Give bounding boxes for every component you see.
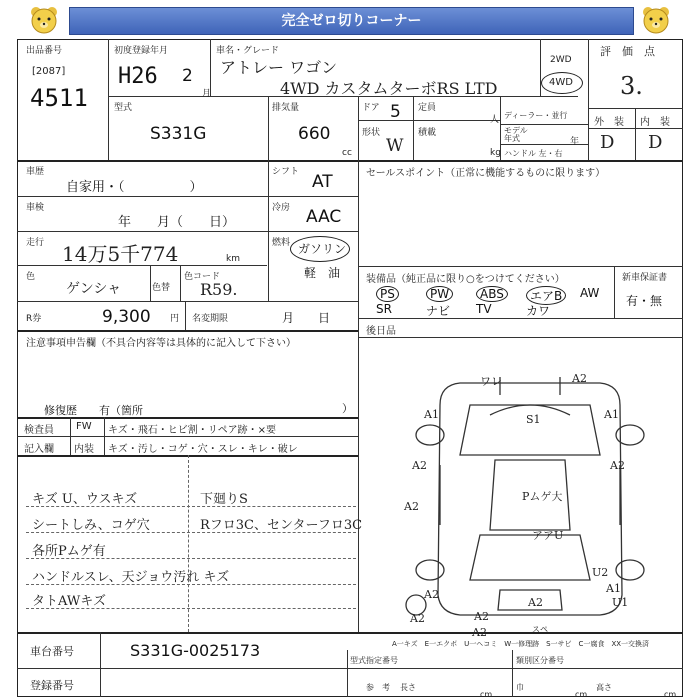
mileage-value: 14万5千774: [62, 242, 179, 266]
reg-month: 2: [182, 66, 193, 86]
damage-mark-7: Pムゲ大: [522, 490, 563, 503]
damage-mark-2: A1: [424, 408, 439, 421]
height-label: 高さ: [596, 683, 612, 692]
equip-item-5: SR: [376, 302, 392, 316]
ac-label: 冷房: [272, 203, 291, 213]
damage-mark-15: A2: [528, 596, 543, 609]
warranty-value: 有・無: [626, 294, 663, 308]
damage-mark-0: ワレ: [480, 375, 502, 388]
history-label: 車歴: [26, 167, 45, 177]
comment-line-3: 各所Pムゲ有: [32, 544, 106, 559]
entry-label: 記入欄: [24, 444, 54, 455]
bear-mascot-left-icon: [28, 4, 60, 36]
ext-label: 外 装: [594, 117, 624, 128]
door-value: 5: [390, 102, 401, 122]
notes-label: 注意事項申告欄（不具合内容等は具体的に記入して下さい）: [26, 338, 296, 349]
selling-label: セールスポイント（正常に機能するものに限ります）: [366, 168, 606, 179]
comment-line-5: タトAWキズ: [32, 594, 106, 609]
equip-item-1: PW: [426, 286, 453, 302]
recycle-value: 9,300: [102, 307, 151, 327]
comment-line-1: キズ U、ウスキズ: [32, 492, 138, 507]
damage-mark-13: U1: [612, 596, 629, 609]
mileage-label: 走行: [26, 238, 45, 248]
mileage-unit: km: [226, 254, 240, 264]
shape-label: 形状: [362, 128, 381, 138]
equip-item-4: AW: [580, 286, 600, 300]
comment-line-2b: Rフロ3C、センターフロ3C: [200, 518, 363, 533]
recycle-label: R券: [26, 314, 42, 324]
inspect-label: 車検: [26, 203, 45, 213]
score-value: 3.: [620, 72, 643, 100]
fuel-value-gasoline: ガソリン: [298, 242, 347, 256]
dealer-label: ディーラー・並行: [504, 111, 568, 120]
score-label: 評 価 点: [600, 45, 655, 58]
name-change-value: 月 日: [282, 311, 331, 325]
comment-line-4: ハンドルスレ、天ジョウ汚れ キズ: [32, 570, 230, 585]
door-label: ドア: [362, 103, 380, 113]
reg-label: 初度登録年月: [114, 46, 169, 56]
chassis-label: 車台番号: [30, 645, 74, 658]
equip-item-7: TV: [476, 302, 492, 316]
ac-value: AAC: [306, 207, 342, 227]
reg-no-label: 登録番号: [30, 679, 74, 692]
capacity-unit: 人: [490, 115, 500, 125]
int-label: 内 装: [640, 117, 670, 128]
comment-line-1b: 下廻りS: [200, 492, 248, 507]
cm-unit-2: cm: [575, 690, 588, 699]
warranty-label: 新車保証書: [622, 273, 668, 283]
length-label: 長さ: [400, 683, 416, 692]
damage-mark-1: A2: [572, 372, 587, 385]
banner-title: 完全ゼロ切りコーナー: [69, 7, 634, 35]
damage-mark-18: スペ: [532, 625, 548, 634]
inspect-value: 年 月（ 日）: [118, 215, 236, 230]
rear-label: 後日品: [366, 326, 396, 337]
damage-mark-16: A2: [410, 612, 425, 625]
int-check-label: 内装: [74, 444, 94, 455]
damage-mark-8: A2: [404, 500, 419, 513]
bear-mascot-right-icon: [640, 4, 672, 36]
model-label: 車名・グレード: [216, 46, 280, 56]
shape-value: W: [386, 136, 404, 156]
chassis-value: S331G-0025173: [130, 641, 261, 660]
model-year-label: モデル年式: [504, 126, 528, 143]
ext-value: D: [600, 132, 615, 153]
fw-items: キズ・飛石・ヒビ割・リペア跡・×要: [108, 425, 276, 436]
reg-era: H26: [118, 64, 158, 89]
recycle-unit: 円: [170, 314, 180, 324]
history-value: 自家用・（ ）: [66, 180, 203, 195]
damage-mark-4: A1: [604, 408, 619, 421]
category-label: 類別区分番号: [516, 656, 564, 665]
code-value: R59.: [200, 280, 238, 299]
int-items: キズ・汚し・コゲ・穴・スレ・キレ・破レ: [108, 444, 298, 455]
fuel-value-diesel: 軽 油: [304, 266, 341, 280]
color-label: 色: [26, 272, 36, 282]
shift-label: シフト: [272, 167, 300, 177]
type-label: 型式: [114, 103, 133, 113]
fw-label: FW: [76, 421, 92, 432]
equip-item-2: ABS: [476, 286, 508, 302]
equip-item-3: エアB: [526, 286, 566, 305]
disp-unit: cc: [342, 148, 352, 158]
damage-mark-9: アアU: [532, 529, 564, 542]
color-value: ゲンシャ: [66, 281, 122, 297]
handle-label: ハンドル 左・右: [504, 149, 563, 158]
reg-month-unit: 月: [202, 89, 212, 99]
damage-mark-12: A1: [606, 582, 621, 595]
repair-label: 修復歴 有（箇所: [44, 404, 143, 417]
disp-label: 排気量: [272, 103, 300, 113]
damage-mark-10: U2: [592, 566, 609, 579]
type-value: S331G: [150, 124, 207, 144]
lot-number: 4511: [30, 84, 88, 112]
model-grade: 4WD カスタムターボRS LTD: [280, 79, 498, 98]
equip-item-0: PS: [376, 286, 399, 302]
int-value: D: [648, 132, 663, 153]
shift-value: AT: [312, 172, 333, 192]
model-name: アトレー ワゴン: [220, 58, 338, 77]
lot-prefix: [2087]: [32, 66, 66, 77]
paint-label: 色替: [152, 283, 171, 293]
type-designation-label: 型式指定番号: [350, 656, 398, 665]
width-label: 巾: [516, 683, 524, 692]
damage-mark-14: A2: [474, 610, 489, 623]
year-unit: 年: [570, 137, 580, 147]
damage-mark-6: A2: [610, 459, 625, 472]
load-unit: kg: [490, 148, 501, 158]
comment-line-2: シートしみ、コゲ穴: [32, 518, 150, 533]
fuel-label: 燃料: [272, 238, 291, 248]
equip-item-6: ナビ: [426, 304, 451, 318]
load-label: 積載: [418, 128, 437, 138]
drive-label: 2WD: [550, 55, 572, 65]
reference-label-1: 参 考: [366, 683, 390, 692]
damage-mark-17: A2: [472, 626, 487, 639]
name-change-label: 名変期限: [192, 314, 229, 324]
inspector-label: 検査員: [24, 425, 54, 436]
drive-value: 4WD: [549, 77, 573, 88]
repair-close: ）: [342, 402, 353, 415]
legend: A一キズ E一エクボ U一ヘコミ W一修理跡 S一サビ C一腐食 XX一交換済: [392, 640, 650, 648]
cm-unit-3: cm: [664, 690, 677, 699]
code-label: 色コード: [184, 272, 221, 282]
lot-label: 出品番号: [26, 46, 63, 56]
damage-mark-3: S1: [526, 413, 541, 426]
damage-mark-11: A2: [424, 588, 439, 601]
damage-mark-5: A2: [412, 459, 427, 472]
capacity-label: 定員: [418, 103, 437, 113]
equip-item-8: カワ: [526, 304, 551, 318]
cm-unit-1: cm: [480, 690, 493, 699]
equip-label: 装備品（純正品に限り○をつけてください）: [366, 274, 565, 285]
disp-value: 660: [298, 124, 331, 144]
